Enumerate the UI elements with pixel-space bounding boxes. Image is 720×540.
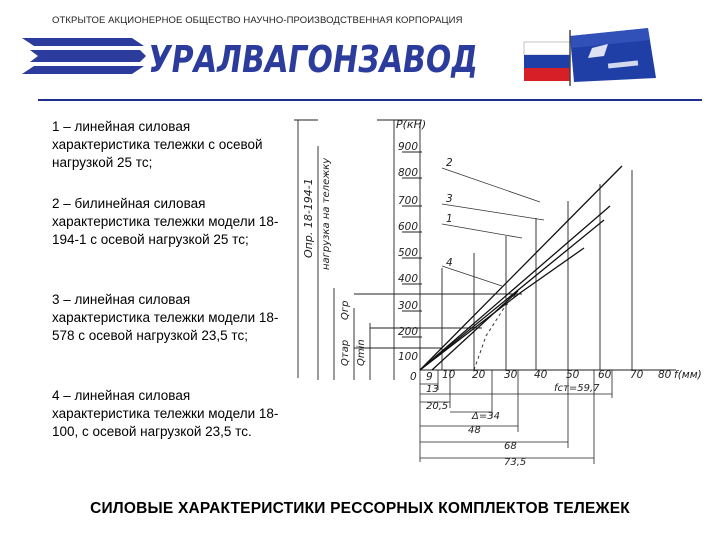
y-axis-title: Опр. 18-194-1 <box>302 178 315 258</box>
y-tick-label: 800 <box>398 167 419 179</box>
side-label-qgr: Qгр <box>340 300 351 320</box>
x-axis-unit: f(мм) <box>674 369 702 381</box>
y-tick-label: 900 <box>398 141 419 153</box>
y-tick-label: 100 <box>398 351 419 363</box>
force-characteristic-diagram <box>292 108 712 468</box>
x-tick-label: 70 <box>630 369 644 381</box>
y-tick-label: 300 <box>398 300 419 312</box>
logo-wordmark: УРАЛВАГОНЗАВОД <box>145 37 557 81</box>
x-tick-label: 9 <box>426 371 433 383</box>
dim-label-fst: fст=59,7 <box>554 383 600 394</box>
side-label-qmin: Qmin <box>356 339 367 366</box>
side-label-qtar: Qтар <box>340 339 351 366</box>
x-tick-label: 0 <box>410 371 417 383</box>
curve-3-description: 3 – линейная силовая характеристика тележки модели 18-578 с осевой нагрузкой 23,5 тс; <box>52 292 279 343</box>
x-tick-label: 20 <box>472 369 486 381</box>
curve-label-4: 4 <box>446 257 453 269</box>
dim-label-delta: Δ=34 <box>472 411 500 422</box>
curve-4-description: 4 – линейная силовая характеристика тележки модели 18-100, с осевой нагрузкой 23,5 тс. <box>52 388 279 439</box>
org-header-line: ОТКРЫТОЕ АКЦИОНЕРНОЕ ОБЩЕСТВО НАУЧНО-ПРОИЗВОДСТВЕННАЯ КОРПОРАЦИЯ <box>52 15 463 26</box>
slide-title: СИЛОВЫЕ ХАРАКТЕРИСТИКИ РЕССОРНЫХ КОМПЛЕКТОВ ТЕЛЕЖЕК <box>90 500 630 517</box>
x-tick-label: 50 <box>566 369 580 381</box>
y-tick-label: 600 <box>398 221 419 233</box>
y-axis-unit: Р(кН) <box>396 118 427 131</box>
curve-label-3: 3 <box>446 193 453 205</box>
curve-1-description: 1 – линейная силовая характеристика тележки с осевой нагрузкой 25 тс; <box>52 119 263 170</box>
x-tick-label: 10 <box>442 369 456 381</box>
x-tick-label: 40 <box>534 369 548 381</box>
curve-label-2: 2 <box>446 157 453 169</box>
dim-label-73-5: 73,5 <box>504 457 527 468</box>
dim-label-68: 68 <box>504 441 517 452</box>
y-tick-label: 700 <box>398 195 419 207</box>
uralvagonzavod-logo <box>22 32 557 81</box>
x-tick-label: 80 <box>658 369 672 381</box>
y-axis-subtitle: нагрузка на тележку <box>321 157 332 270</box>
curve-label-1: 1 <box>446 213 453 225</box>
y-tick-label: 500 <box>398 247 419 259</box>
x-tick-label: 60 <box>598 369 612 381</box>
y-tick-label: 200 <box>398 326 419 338</box>
x-tick-label: 30 <box>504 369 518 381</box>
dim-label-20-5: 20,5 <box>426 401 449 412</box>
company-flag-icon <box>524 22 658 88</box>
header-divider <box>38 99 702 101</box>
dim-label-48: 48 <box>468 425 481 436</box>
y-tick-label: 400 <box>398 273 419 285</box>
dim-label-13: 13 <box>426 384 439 395</box>
curve-2-description: 2 – билинейная силовая характеристика тележки модели 18-194-1 с осевой нагрузкой 25 тс; <box>52 196 279 247</box>
